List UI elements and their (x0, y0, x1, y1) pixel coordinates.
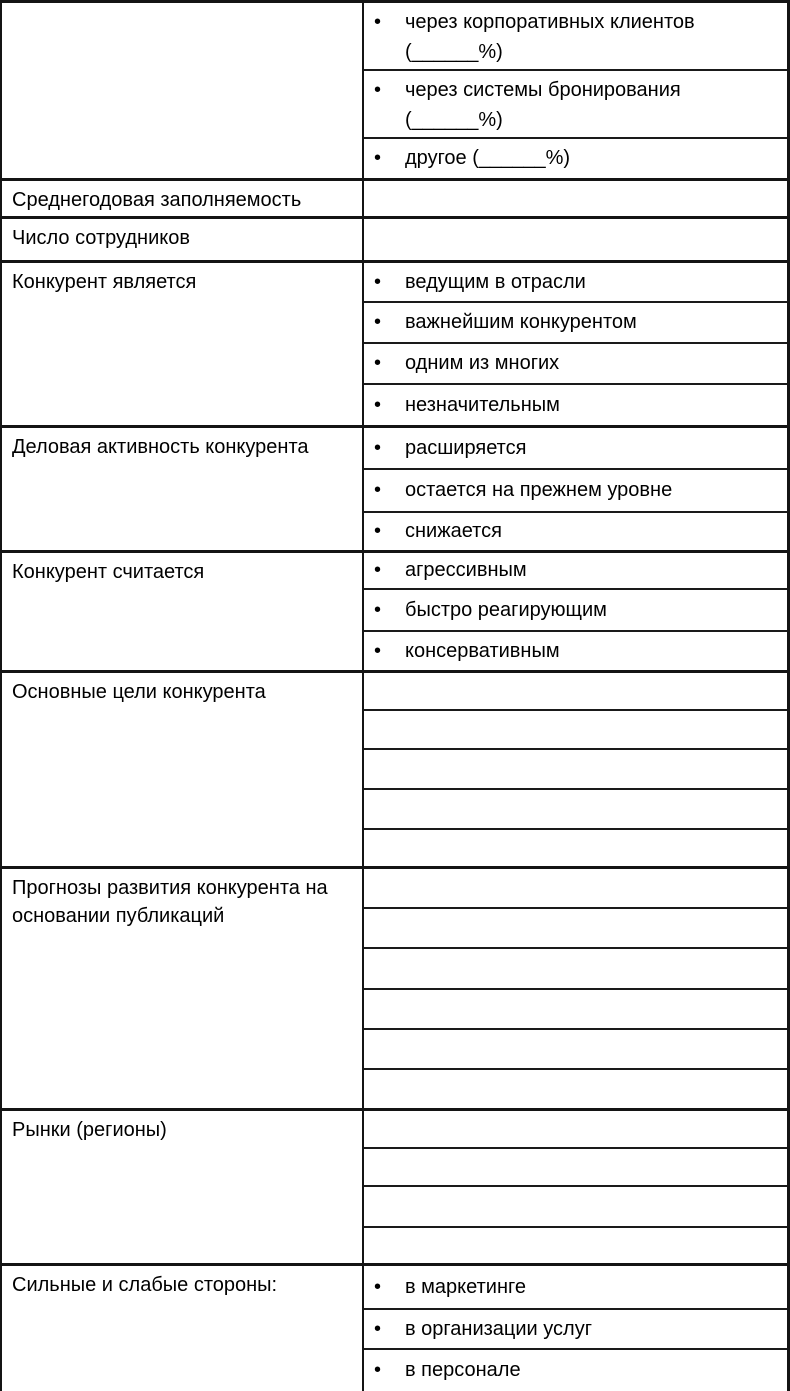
bullet-icon: • (374, 479, 382, 501)
bullet-icon: • (374, 147, 382, 169)
bullet-item-text: другое (______%) (405, 147, 571, 169)
blank-cell (364, 869, 787, 907)
bullet-item (364, 383, 787, 425)
bullet-item (364, 69, 787, 137)
bullet-item (364, 1308, 787, 1348)
table-row (2, 216, 787, 260)
blank-cell (364, 709, 787, 748)
table-row (2, 425, 787, 550)
blank-cell (364, 1068, 787, 1108)
row-label-text: Прогнозы развития конкурента на основании публикаций (12, 877, 328, 927)
blank-cell (364, 947, 787, 988)
table-row (2, 1108, 787, 1263)
row-label-text: Конкурент считается (12, 561, 205, 583)
bullet-icon: • (374, 79, 382, 101)
bullet-item-text: остается на прежнем уровне (405, 479, 673, 501)
row-label (2, 1266, 364, 1391)
row-label (2, 1111, 364, 1263)
bullet-item (364, 301, 787, 342)
bullet-item (364, 428, 787, 468)
row-options (364, 1111, 787, 1263)
row-options (364, 181, 787, 216)
blank-cell (364, 1185, 787, 1226)
bullet-item-text: через корпоративных клиентов (405, 11, 695, 33)
row-label-text: Сильные и слабые стороны: (12, 1274, 278, 1296)
bullet-item (364, 630, 787, 670)
bullet-item-text: через системы бронирования (405, 79, 681, 101)
row-label (2, 869, 364, 1108)
fill-in-blank: (______%) (405, 41, 503, 63)
blank-cell (364, 748, 787, 788)
bullet-icon: • (374, 1317, 382, 1340)
bullet-item-text: одним из многих (405, 352, 560, 374)
bullet-icon: • (374, 639, 382, 662)
table-row (2, 3, 787, 178)
bullet-item (364, 1266, 787, 1308)
table-row (2, 670, 787, 866)
row-options (364, 219, 787, 260)
table-row (2, 1263, 787, 1391)
row-options (364, 3, 787, 178)
blank-cell (364, 219, 787, 260)
bullet-icon: • (374, 311, 382, 333)
bullet-item-text: в персонале (405, 1359, 521, 1381)
bullet-item-text: снижается (405, 520, 502, 542)
row-label (2, 553, 364, 670)
bullet-item-text: ведущим в отрасли (405, 270, 586, 293)
bullet-icon: • (374, 436, 382, 459)
row-options (364, 428, 787, 550)
bullet-item-text: расширяется (405, 436, 527, 459)
bullet-icon: • (374, 1275, 382, 1298)
table-row (2, 550, 787, 670)
bullet-item (364, 588, 787, 630)
row-label (2, 428, 364, 550)
bullet-item (364, 468, 787, 511)
bullet-item-text: быстро реагирующим (405, 598, 607, 621)
table-row (2, 178, 787, 216)
bullet-item (364, 3, 787, 69)
bullet-item-text: консервативным (405, 639, 560, 662)
bullet-item (364, 137, 787, 178)
row-options (364, 263, 787, 425)
bullet-item-text: незначительным (405, 393, 560, 416)
bullet-icon: • (374, 270, 382, 293)
blank-cell (364, 1028, 787, 1068)
bullet-icon: • (374, 11, 382, 33)
row-label (2, 263, 364, 425)
row-label-text: Основные цели конкурента (12, 681, 266, 703)
row-label-text: Число сотрудников (12, 227, 190, 249)
blank-cell (364, 1111, 787, 1147)
row-options (364, 1266, 787, 1391)
blank-cell (364, 181, 787, 216)
blank-cell (364, 788, 787, 828)
bullet-item-text: в маркетинге (405, 1275, 526, 1298)
blank-cell (364, 828, 787, 866)
bullet-item-text: в организации услуг (405, 1317, 593, 1340)
bullet-item-text: агрессивным (405, 559, 527, 581)
row-label (2, 3, 364, 178)
bullet-icon: • (374, 598, 382, 621)
bullet-icon: • (374, 520, 382, 542)
blank-cell (364, 907, 787, 947)
table-row (2, 260, 787, 425)
blank-cell (364, 988, 787, 1028)
bullet-item-text: важнейшим конкурентом (405, 311, 637, 333)
bullet-icon: • (374, 352, 382, 374)
row-options (364, 553, 787, 670)
row-label-text: Деловая активность конкурента (12, 436, 309, 458)
bullet-item (364, 553, 787, 588)
bullet-icon: • (374, 393, 382, 416)
row-label-text: Среднегодовая заполняемость (12, 189, 302, 211)
fill-in-blank: (______%) (405, 109, 503, 131)
row-label (2, 181, 364, 216)
row-label (2, 673, 364, 866)
row-options (364, 673, 787, 866)
bullet-item (364, 342, 787, 383)
bullet-icon: • (374, 559, 382, 581)
row-label-text: Конкурент является (12, 271, 197, 293)
bullet-item (364, 263, 787, 301)
blank-cell (364, 1147, 787, 1185)
row-label (2, 219, 364, 260)
bullet-icon: • (374, 1359, 382, 1381)
row-options (364, 869, 787, 1108)
row-label-text: Рынки (регионы) (12, 1119, 167, 1141)
bullet-item (364, 1348, 787, 1391)
blank-cell (364, 673, 787, 709)
bullet-item (364, 511, 787, 550)
table-row (2, 866, 787, 1108)
blank-cell (364, 1226, 787, 1263)
